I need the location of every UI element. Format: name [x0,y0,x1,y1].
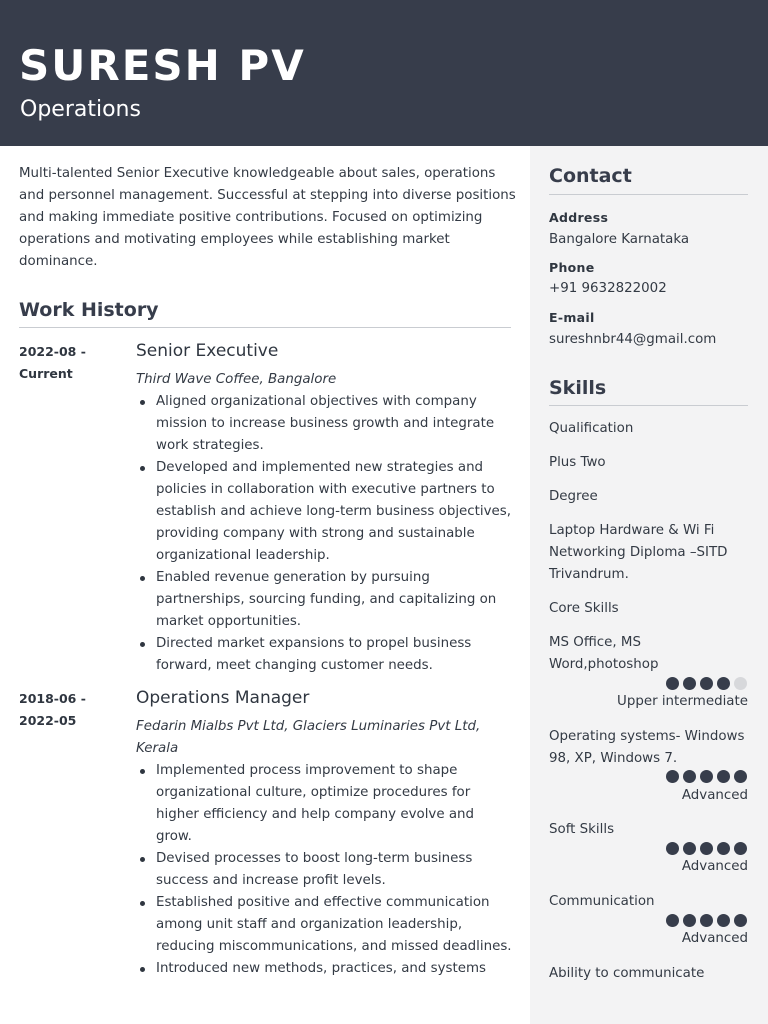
job-2-dates [19,688,119,732]
rating-dot-filled [717,677,730,690]
skill-level: Advanced [681,788,748,803]
job-1-dates [19,341,119,385]
candidate-role: Operations [20,97,141,122]
skill-level: Advanced [681,931,748,946]
skill-item: Degree [549,489,598,504]
skill-item: Communication [549,894,655,909]
skills-divider [549,405,748,406]
rating-dot-filled [683,770,696,783]
skill-item: Laptop Hardware & Wi Fi Networking Diploma –SITD Trivandrum. [549,523,728,582]
skill-rating [666,677,748,691]
job-1-title: Senior Executive [136,341,279,361]
skill-item: Ability to communicate [549,966,705,981]
rating-dot-filled [666,914,679,927]
skills-heading: Skills [549,377,607,399]
list-item: Developed and implemented new strategies and policies in collaboration with executive partners to establish and achieve long-term business objectives, providing company with strong and sustainable organizational leadership. [136,457,514,567]
list-item: Established positive and effective communication among unit staff and organization leadership, reducing miscommunications, and missed deadlines. [136,892,514,958]
rating-dot-filled [666,842,679,855]
rating-dot-filled [683,842,696,855]
skill-rating [666,770,748,784]
email-label: E-mail [549,310,595,325]
job-1-date-end: Current [19,366,73,381]
phone-label: Phone [549,260,595,275]
list-item: Introduced new methods, practices, and systems [136,958,514,980]
skill-rating [666,914,748,928]
job-1-company: Third Wave Coffee, Bangalore [136,372,337,387]
skill-item: Soft Skills [549,822,615,837]
rating-dot-filled [734,842,747,855]
rating-dot-filled [700,770,713,783]
work-history-heading: Work History [19,299,159,321]
rating-dot-filled [700,914,713,927]
skill-item: Plus Two [549,455,606,470]
rating-dot-filled [717,842,730,855]
job-2-title: Operations Manager [136,688,310,708]
rating-dot-filled [683,914,696,927]
skill-level: Upper intermediate [617,694,748,709]
rating-dot-filled [700,677,713,690]
skill-level: Advanced [681,859,748,874]
rating-dot-filled [734,770,747,783]
job-1-date-start: 2022-08 - [19,344,86,359]
job-2-date-start: 2018-06 - [19,691,86,706]
list-item: Directed market expansions to propel business forward, meet changing customer needs. [136,633,514,677]
job-2-company: Fedarin Mialbs Pvt Ltd, Glaciers Luminaries Pvt Ltd, Kerala [136,719,481,756]
list-item: Implemented process improvement to shape organizational culture, optimize procedures for higher efficiency and help company evolve and grow. [136,760,514,848]
contact-heading: Contact [549,165,632,187]
rating-dot-filled [666,677,679,690]
skill-item: Qualification [549,421,634,436]
email-value: sureshnbr44@gmail.com [549,332,717,347]
skill-item: MS Office, MS Word,photoshop [549,635,659,672]
professional-summary: Multi-talented Senior Executive knowledgeable about sales, operations and personnel management. Successful at stepping into diverse positions and making immediate positive contributions. Focused on optimizing operations and motivating employees while establishing market dominance. [19,166,516,269]
resume-header [0,0,768,146]
work-history-divider [19,327,511,328]
skill-item: Operating systems- Windows 98, XP, Windows 7. [549,729,745,766]
rating-dot-filled [700,842,713,855]
rating-dot-filled [734,914,747,927]
list-item: Devised processes to boost long-term business success and increase profit levels. [136,848,514,892]
job-2-bullets [136,760,514,980]
address-label: Address [549,210,609,225]
skill-rating [666,842,748,856]
contact-divider [549,194,748,195]
phone-value: +91 9632822002 [549,281,667,296]
skill-item: Core Skills [549,601,619,616]
candidate-name: SURESH PV [19,41,306,90]
job-1-bullets [136,391,514,677]
rating-dot-empty [734,677,747,690]
list-item: Aligned organizational objectives with company mission to increase business growth and integrate work strategies. [136,391,514,457]
address-value: Bangalore Karnataka [549,232,690,247]
rating-dot-filled [683,677,696,690]
rating-dot-filled [666,770,679,783]
rating-dot-filled [717,770,730,783]
rating-dot-filled [717,914,730,927]
job-2-date-end: 2022-05 [19,713,77,728]
list-item: Enabled revenue generation by pursuing partnerships, sourcing funding, and capitalizing on market opportunities. [136,567,514,633]
